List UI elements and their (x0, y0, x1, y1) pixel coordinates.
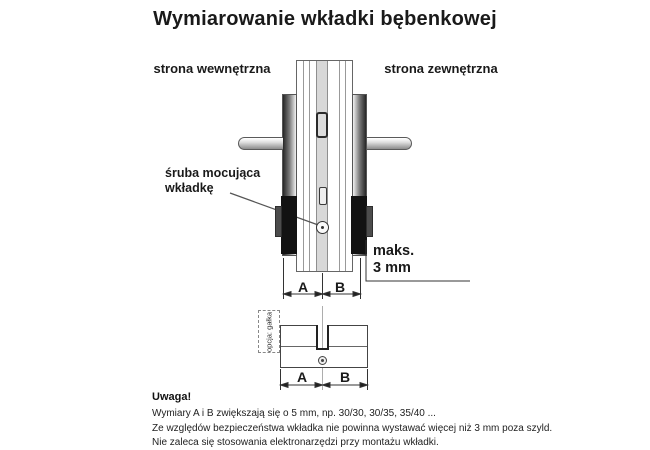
door-layer-line (345, 61, 346, 271)
dim-label-a-main: A (297, 279, 309, 295)
screw-hole-center (321, 359, 324, 362)
dim-label-a-small: A (296, 369, 308, 385)
keyway-lower (319, 187, 327, 205)
dim-label-b-small: B (339, 369, 351, 385)
door-layer-line (309, 61, 310, 271)
knob-option-box (258, 310, 280, 353)
notes-heading: Uwaga! (152, 391, 192, 403)
inner-side-label: strona wewnętrzna (153, 61, 271, 76)
spindle-rod-inner (238, 137, 283, 150)
screw-callout-line2: wkładkę (165, 181, 214, 195)
note-line: Wymiary A i B zwiększają się o 5 mm, np. 30/30, 30/35, 35/40 ... (152, 408, 436, 419)
note-line: Nie zaleca się stosowania elektronarzędzi przy montażu wkładki. (152, 437, 439, 448)
cylinder-screw-hole (318, 356, 327, 365)
spindle-rod-outer (367, 137, 412, 150)
max-protrusion-line1: maks. (373, 243, 415, 259)
cylinder-profile-strip (316, 61, 328, 271)
note-line: Ze względów bezpieczeństwa wkładka nie powinna wystawać więcej niż 3 mm poza szyld. (152, 422, 553, 434)
security-shield-inner (281, 196, 297, 254)
door-layer-line (303, 61, 304, 271)
notes-section (152, 391, 612, 450)
max-protrusion-line2: 3 mm (373, 260, 411, 276)
keyway-upper (316, 112, 328, 138)
outer-side-label: strona zewnętrzna (384, 61, 498, 76)
cam-notch (316, 325, 329, 350)
door-layer-line (339, 61, 340, 271)
fixing-screw (316, 221, 329, 234)
max-protrusion-label (373, 243, 414, 277)
screw-callout-label (165, 166, 260, 196)
security-shield-outer (351, 196, 367, 254)
mount-stub-outer (366, 206, 373, 237)
page-title: Wymiarowanie wkładki bębenkowej (153, 8, 497, 30)
mount-stub-inner (275, 206, 282, 237)
fixing-screw-center (321, 226, 324, 229)
knob-option-label: opcja: gałka (264, 311, 274, 352)
dim-label-b-main: B (334, 279, 346, 295)
screw-callout-line1: śruba mocująca (165, 166, 261, 180)
